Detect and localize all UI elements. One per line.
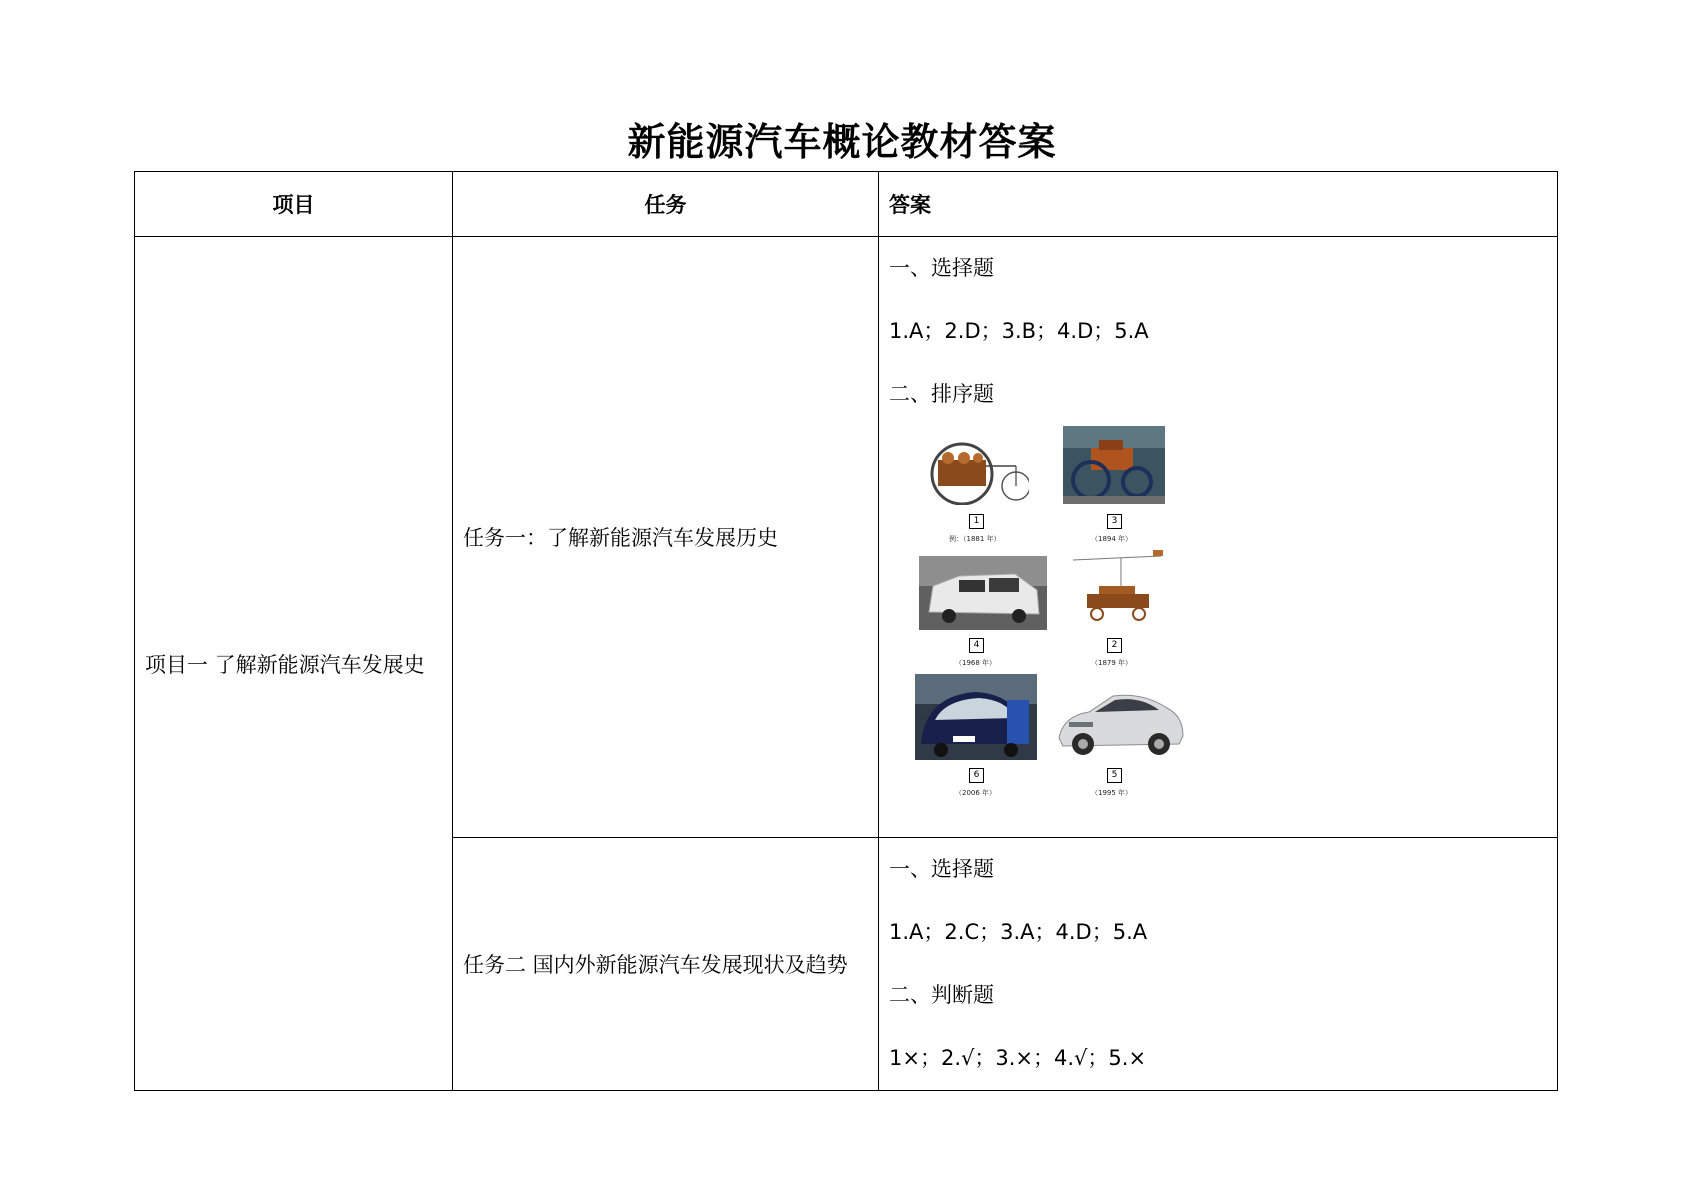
order-box: 2 <box>1107 638 1122 653</box>
answer-table <box>134 171 1558 1091</box>
year-caption: （1968 年） <box>955 659 997 667</box>
task1-answer-cell <box>879 237 1558 838</box>
task2-judge-answers: 1×；2.√；3.×；4.√；5.× <box>889 1046 1147 1070</box>
table-row <box>135 237 1558 838</box>
task1-cell: 任务一：了解新能源汽车发展历史 <box>453 237 879 838</box>
carriage-image <box>1063 426 1165 504</box>
boxy-car-image <box>919 556 1047 630</box>
order-box: 1 <box>969 514 984 529</box>
order-box: 4 <box>969 638 984 653</box>
project-cell: 项目一 了解新能源汽车发展史 <box>135 237 453 1091</box>
task2-section-judge: 二、判断题 <box>889 983 994 1007</box>
hybrid-car-image <box>1055 686 1187 758</box>
table-header-row <box>135 172 1558 237</box>
year-caption: （1995 年） <box>1091 789 1133 797</box>
task1-section-choice: 一、选择题 <box>889 256 994 280</box>
tricycle-image <box>924 430 1029 505</box>
sorting-figure <box>919 430 1219 812</box>
header-task: 任务 <box>453 172 879 237</box>
task1-section-sort: 二、排序题 <box>889 382 994 406</box>
year-caption: （1894 年） <box>1091 535 1133 543</box>
year-caption: （2006 年） <box>955 789 997 797</box>
page-title: 新能源汽车概论教材答案 <box>627 120 1057 164</box>
order-box: 6 <box>969 768 984 783</box>
task2-cell: 任务二 国内外新能源汽车发展现状及趋势 <box>453 838 879 1091</box>
task2-answer-cell <box>879 838 1558 1091</box>
header-project: 项目 <box>135 172 453 237</box>
tram-image <box>1063 548 1171 630</box>
order-box: 5 <box>1107 768 1122 783</box>
task2-section-choice: 一、选择题 <box>889 857 994 881</box>
task2-choice-answers: 1.A；2.C；3.A；4.D；5.A <box>889 920 1148 944</box>
order-box: 3 <box>1107 514 1122 529</box>
futuristic-car-image <box>915 674 1037 760</box>
year-caption: 例：（1881 年） <box>949 535 1001 543</box>
task1-choice-answers: 1.A；2.D；3.B；4.D；5.A <box>889 319 1149 343</box>
header-answer: 答案 <box>879 172 1558 237</box>
year-caption: （1879 年） <box>1091 659 1133 667</box>
